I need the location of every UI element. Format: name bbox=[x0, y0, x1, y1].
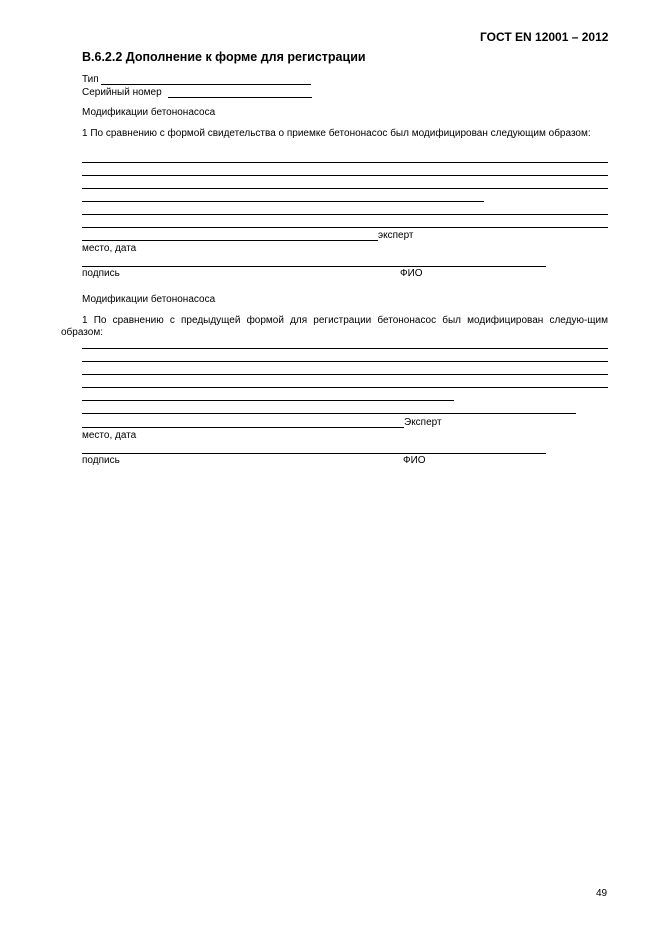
block2-expert-label: Эксперт bbox=[404, 417, 442, 428]
type-fill-line[interactable] bbox=[101, 84, 311, 85]
block2-signature-label: подпись bbox=[82, 455, 120, 466]
serial-number-fill-line[interactable] bbox=[168, 97, 312, 98]
block1-expert-label: эксперт bbox=[378, 230, 414, 241]
fill-line[interactable] bbox=[82, 361, 608, 362]
block1-fio-label: ФИО bbox=[400, 268, 423, 279]
fill-line[interactable] bbox=[82, 374, 608, 375]
fill-line[interactable] bbox=[82, 413, 576, 414]
document-standard-header: ГОСТ EN 12001 – 2012 bbox=[480, 30, 609, 44]
fill-line[interactable] bbox=[82, 175, 608, 176]
serial-number-label: Серийный номер bbox=[82, 87, 162, 98]
block1-heading: Модификации бетононасоса bbox=[82, 107, 216, 118]
fill-line[interactable] bbox=[82, 387, 608, 388]
block2-heading: Модификации бетононасоса bbox=[82, 294, 216, 305]
fill-line[interactable] bbox=[82, 227, 608, 228]
block1-signature-label: подпись bbox=[82, 268, 120, 279]
fill-line[interactable] bbox=[82, 214, 608, 215]
fill-line[interactable] bbox=[82, 188, 608, 189]
block2-place-date-label: место, дата bbox=[82, 430, 137, 441]
fill-line[interactable] bbox=[82, 400, 454, 401]
fill-line[interactable] bbox=[82, 201, 484, 202]
fill-line[interactable] bbox=[82, 240, 378, 241]
block2-fio-label: ФИО bbox=[403, 455, 426, 466]
block1-place-date-label: место, дата bbox=[82, 243, 137, 254]
section-title: B.6.2.2 Дополнение к форме для регистрации bbox=[82, 50, 366, 64]
page-number: 49 bbox=[596, 888, 608, 899]
block2-paragraph: 1 По сравнению с предыдущей формой для регистрации бетононасос был модифицирован следую-щим образом: bbox=[61, 315, 608, 338]
fill-line[interactable] bbox=[82, 162, 608, 163]
block2-signature-line[interactable] bbox=[82, 453, 546, 454]
block1-paragraph: 1 По сравнению с формой свидетельства о приемке бетононасос был модифицирован следующим образом: bbox=[82, 128, 591, 139]
fill-line[interactable] bbox=[82, 348, 608, 349]
type-label: Тип bbox=[82, 74, 99, 85]
block1-signature-line[interactable] bbox=[82, 266, 546, 267]
fill-line[interactable] bbox=[82, 427, 404, 428]
